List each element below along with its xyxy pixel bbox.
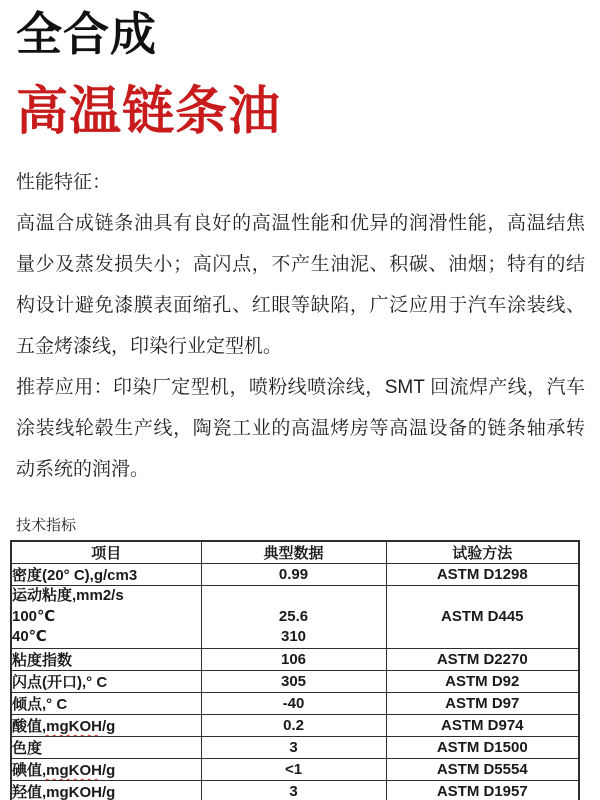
spec-item-label: 粘度指数 xyxy=(11,648,201,670)
label-prefix: 羟值 xyxy=(12,783,43,800)
spec-item-value: -40 xyxy=(201,692,386,714)
spec-item-label: 闪点(开口),° C xyxy=(11,670,201,692)
product-title: 高温链条油 xyxy=(16,83,282,141)
series-title: 全合成 xyxy=(16,8,157,60)
spec-row-acid-value xyxy=(11,714,579,736)
spec-item-method: ASTM D92 xyxy=(386,670,579,692)
spec-item-label xyxy=(11,780,201,800)
spec-item-method: ASTM D1500 xyxy=(386,736,579,758)
performance-heading: 性能特征： xyxy=(16,172,112,193)
viscosity-label-line: 运动粘度,mm2/s xyxy=(12,587,124,604)
spec-item-label: 密度(20° C),g/cm3 xyxy=(11,564,201,586)
label-suffix: /g xyxy=(102,761,116,779)
spellcheck-squiggle-text: ,mgKOH xyxy=(42,717,103,735)
spec-row-kinematic-viscosity xyxy=(11,586,579,649)
spec-row-density xyxy=(11,564,579,586)
spec-item-method: ASTM D974 xyxy=(386,714,579,736)
viscosity-value-blank xyxy=(202,586,386,607)
spellcheck-squiggle-text: ,mgKOH xyxy=(42,783,103,800)
spec-row-color xyxy=(11,736,579,758)
label-prefix: 碘值 xyxy=(12,761,43,779)
spec-item-method: ASTM D2270 xyxy=(386,648,579,670)
spec-item-value: 3 xyxy=(201,736,386,758)
spec-row-hydroxyl-value xyxy=(11,780,579,800)
label-suffix: /g xyxy=(102,783,116,800)
spec-item-value: 3 xyxy=(201,780,386,800)
viscosity-100c-line: 100℃ xyxy=(12,607,56,625)
spec-item-value: <1 xyxy=(201,758,386,780)
spec-item-method: ASTM D1957 xyxy=(386,780,579,800)
spec-item-value: 0.99 xyxy=(201,564,386,586)
spec-table xyxy=(10,540,580,800)
spec-item-label xyxy=(11,758,201,780)
spec-item-value: 305 xyxy=(201,670,386,692)
viscosity-value-100c: 25.6 xyxy=(278,607,309,625)
spec-row-flash-point xyxy=(11,670,579,692)
spec-item-value xyxy=(201,586,386,649)
applications-paragraph: 推荐应用：印染厂定型机，喷粉线喷涂线，SMT 回流焊产线，汽车涂装线轮毂生产线，陶瓷工业的高温烤房等高温设备的链条轴承转动系统的润滑。 xyxy=(16,377,585,480)
spec-table-caption: 技术指标 xyxy=(16,517,77,534)
column-header-test-method: 试验方法 xyxy=(386,541,579,564)
column-header-typical-data: 典型数据 xyxy=(201,541,386,564)
column-header-item: 项目 xyxy=(11,541,201,564)
viscosity-value-40c: 310 xyxy=(280,628,307,646)
spec-item-label: 色度 xyxy=(11,736,201,758)
spec-item-method: ASTM D5554 xyxy=(386,758,579,780)
spec-row-iodine-value xyxy=(11,758,579,780)
spec-item-value: 106 xyxy=(201,648,386,670)
spec-table-header-row xyxy=(11,541,579,564)
spec-row-pour-point xyxy=(11,692,579,714)
spec-row-viscosity-index xyxy=(11,648,579,670)
spellcheck-squiggle-text: ,mgKOH xyxy=(42,761,103,779)
label-prefix: 酸值 xyxy=(12,717,43,735)
spec-item-method: ASTM D445 xyxy=(386,586,579,649)
spec-item-label: 倾点,° C xyxy=(11,692,201,714)
spec-item-value: 0.2 xyxy=(201,714,386,736)
viscosity-40c-line: 40℃ xyxy=(12,628,47,646)
performance-paragraph: 高温合成链条油具有良好的高温性能和优异的润滑性能，高温结焦量少及蒸发损失小；高闪点，不产生油泥、积碳、油烟；特有的结构设计避免漆膜表面缩孔、红眼等缺陷，广泛应用于汽车涂装线、五金烤漆线，印染行业定型机。 xyxy=(16,213,585,357)
label-suffix: /g xyxy=(102,717,116,735)
spec-item-label xyxy=(11,714,201,736)
spec-item-method: ASTM D1298 xyxy=(386,564,579,586)
spec-item-method: ASTM D97 xyxy=(386,692,579,714)
spec-item-label xyxy=(11,586,201,649)
